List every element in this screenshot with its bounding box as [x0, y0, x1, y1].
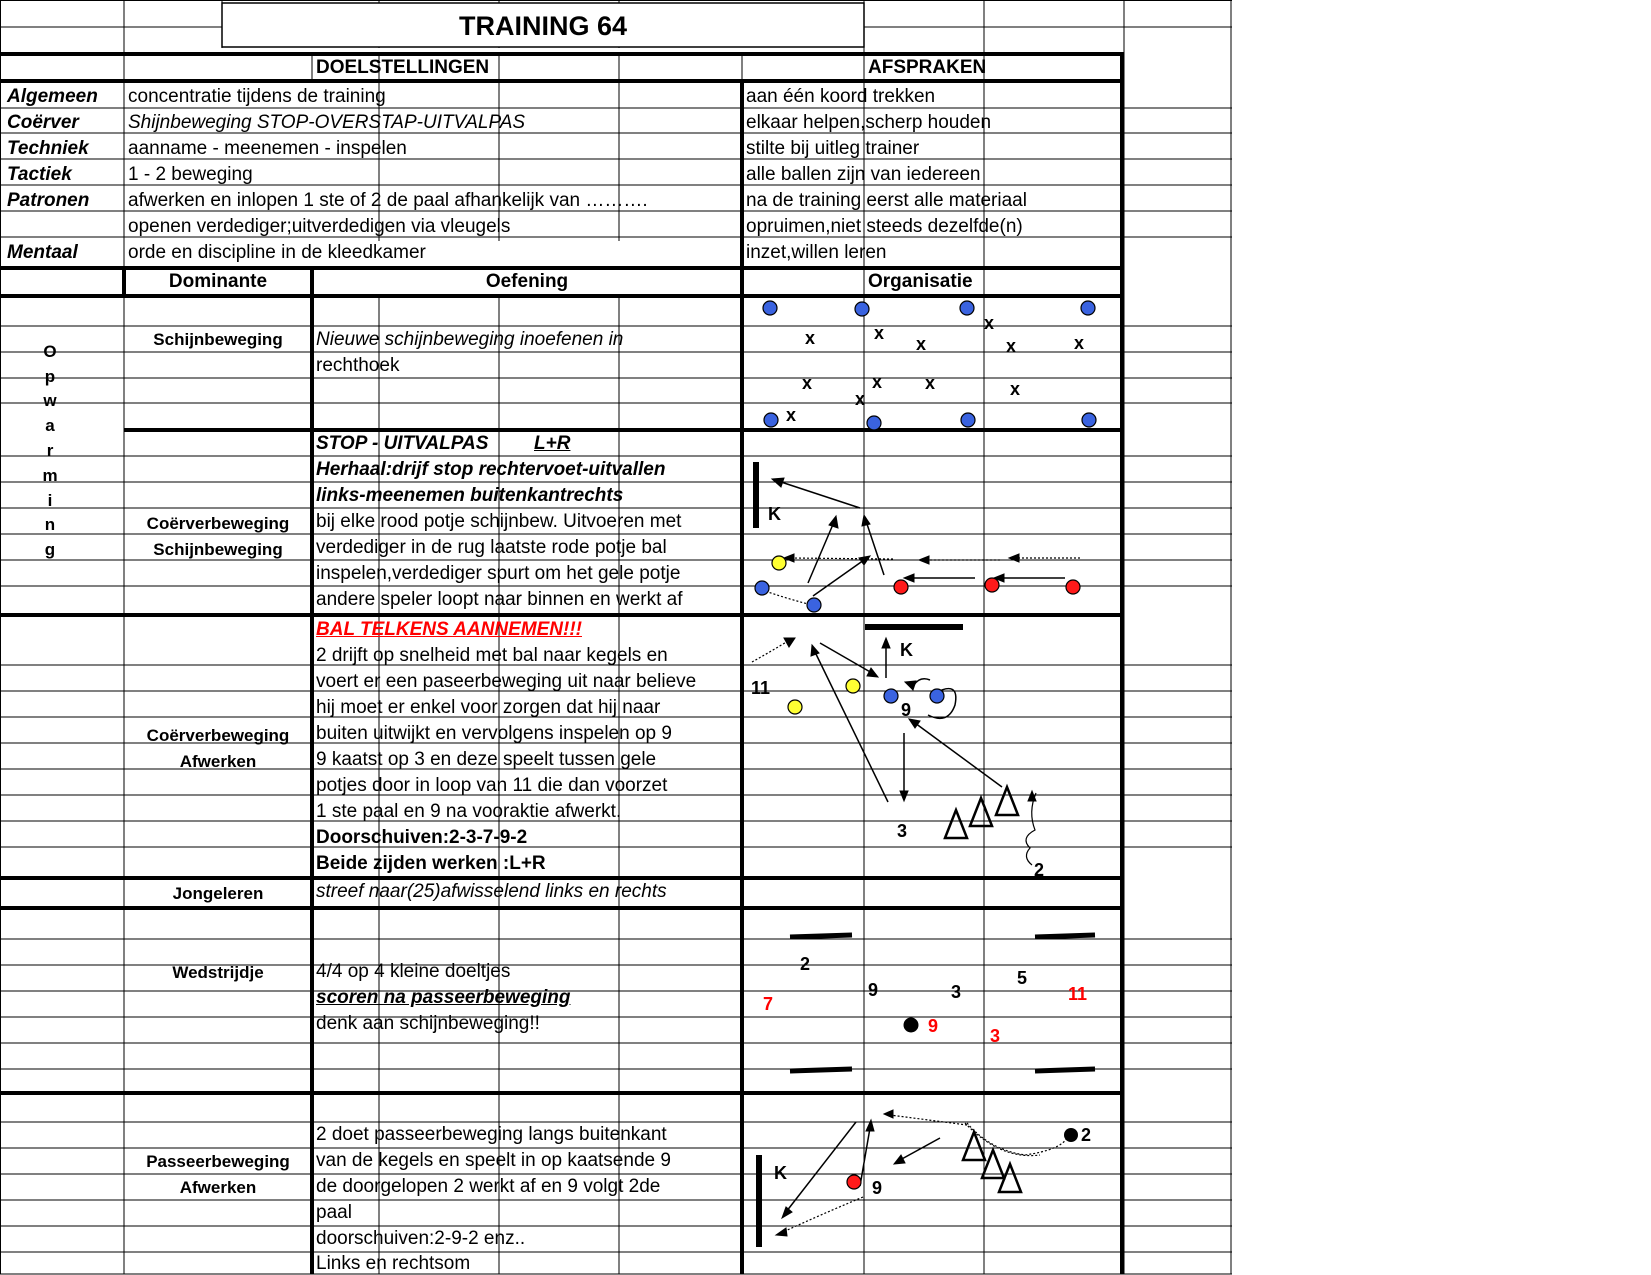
diagram-label-player: 3 — [951, 982, 962, 1002]
exercise-line: BAL TELKENS AANNEMEN!!! — [316, 619, 582, 640]
marker-x: x — [855, 389, 866, 409]
goal-text: orde en discipline in de kleedkamer — [128, 242, 426, 263]
exercise-line: inspelen,verdediger spurt om het gele potje — [316, 563, 681, 584]
goal-label: Algemeen — [7, 86, 98, 107]
diagram-label-opponent: 7 — [763, 994, 774, 1014]
afspraak-text: aan één koord trekken — [746, 86, 936, 107]
cone-marker — [960, 301, 974, 315]
goal-label: Mentaal — [7, 242, 78, 263]
exercise-line: bij elke rood potje schijnbew. Uitvoeren met — [316, 511, 682, 532]
header-oefening: Oefening — [485, 271, 569, 292]
warmup-letter: a — [45, 416, 55, 435]
exercise-line: 9 kaatst op 3 en deze speelt tussen gele — [316, 749, 657, 770]
diagram-label-opponent: 11 — [1068, 984, 1088, 1004]
header-doelstellingen: DOELSTELLINGEN — [316, 57, 490, 78]
cone-marker — [764, 413, 778, 427]
dominante-label: Passeerbeweging — [146, 1152, 290, 1171]
exercise-line: buiten uitwijkt en vervolgens inspelen op 9 — [316, 723, 672, 744]
goal-text: openen verdediger;uitverdedigen via vleugels — [128, 216, 511, 237]
exercise-line: voert er een paseerbeweging uit naar believe — [316, 671, 697, 692]
exercise-line: denk aan schijnbeweging!! — [316, 1013, 540, 1034]
goal-text: concentratie tijdens de training — [128, 86, 386, 107]
marker-x: x — [1010, 379, 1021, 399]
diagram-wedstrijdje — [790, 935, 1095, 1071]
marker-x: x — [925, 373, 936, 393]
dominante-label: Schijnbeweging — [153, 540, 283, 559]
dominante-label: Afwerken — [179, 1178, 257, 1197]
warmup-letter: m — [42, 466, 58, 485]
goal-label: Patronen — [7, 190, 90, 211]
marker-x: x — [916, 334, 927, 354]
diagram-label-opponent: 9 — [928, 1016, 939, 1036]
cone-marker — [1081, 301, 1095, 315]
diagram-label-player: 5 — [1017, 968, 1028, 988]
warmup-letter: n — [44, 515, 56, 534]
diagram-label-player: 2 — [800, 954, 811, 974]
goal-label: Coërver — [7, 112, 79, 133]
exercise-line: Herhaal:drijf stop rechtervoet-uitvallen — [316, 459, 666, 480]
cone-marker — [763, 301, 777, 315]
goal-text: Shijnbeweging STOP-OVERSTAP-UITVALPAS — [128, 112, 526, 133]
dominante-label: Coërverbeweging — [146, 514, 290, 533]
afspraak-text: alle ballen zijn van iedereen — [746, 164, 981, 185]
exercise-line: Beide zijden werken :L+R — [316, 853, 546, 874]
marker-x: x — [872, 372, 883, 392]
goal-label: Tactiek — [7, 164, 72, 185]
goal-text: aanname - meenemen - inspelen — [128, 138, 407, 159]
marker-x: x — [874, 323, 885, 343]
diagram-label-player: 9 — [868, 980, 879, 1000]
afspraak-text: elkaar helpen,scherp houden — [746, 112, 992, 133]
exercise-line: paal — [316, 1202, 352, 1223]
warmup-letter: i — [47, 491, 53, 510]
exercise-line: STOP - UITVALPAS — [316, 433, 489, 454]
exercise-line: Links en rechtsom — [316, 1253, 471, 1274]
diagram-label-player: 3 — [897, 821, 908, 841]
diagram-label-player: 2 — [1081, 1125, 1092, 1145]
exercise-line: verdediger in de rug laatste rode potje bal — [316, 537, 667, 558]
marker-x: x — [805, 328, 816, 348]
warmup-letter: p — [44, 367, 56, 386]
header-afspraken: AFSPRAKEN — [868, 57, 987, 78]
exercise-line: hij moet er enkel voor zorgen dat hij naar — [316, 697, 661, 718]
dominante-label: Jongeleren — [172, 884, 264, 903]
diagram-label-player: 9 — [872, 1178, 883, 1198]
afspraak-text: opruimen,niet steeds dezelfde(n) — [746, 216, 1023, 237]
exercise-line: links-meenemen buitenkantrechts — [316, 485, 624, 506]
cone-marker — [867, 416, 881, 430]
goal-text: afwerken en inlopen 1 ste of 2 de paal afhankelijk van ………. — [128, 190, 648, 211]
cone-marker — [961, 413, 975, 427]
diagram-label-player: 9 — [901, 700, 912, 720]
cone-marker — [1082, 413, 1096, 427]
page-title: TRAINING 64 — [458, 11, 628, 41]
diagram-label-keeper: K — [774, 1163, 787, 1183]
diagram-label-player: 11 — [751, 678, 771, 698]
exercise-line: Doorschuiven:2-3-7-9-2 — [316, 827, 528, 848]
exercise-line: 2 doet passeerbeweging langs buitenkant — [316, 1124, 667, 1145]
cone-marker — [855, 302, 869, 316]
exercise-line: 2 drijft op snelheid met bal naar kegels en — [316, 645, 668, 666]
exercise-line: rechthoek — [316, 355, 400, 376]
marker-x: x — [1074, 333, 1085, 353]
exercise-line: andere speler loopt naar binnen en werkt af — [316, 589, 683, 610]
dominante-label: Coërverbeweging — [146, 726, 290, 745]
header-organisatie: Organisatie — [868, 271, 973, 292]
exercise-line: scoren na passeerbeweging — [316, 987, 571, 1008]
marker-x: x — [802, 373, 813, 393]
dominante-label: Wedstrijdje — [172, 963, 264, 982]
afspraak-text: stilte bij uitleg trainer — [746, 138, 920, 159]
diagram-label-player: 2 — [1034, 860, 1045, 880]
exercise-line: van de kegels en speelt in op kaatsende 9 — [316, 1150, 671, 1171]
marker-x: x — [984, 313, 995, 333]
diagram-stop-uitvalpas — [755, 462, 1080, 612]
diagram-afwerken — [752, 627, 1036, 865]
exercise-line: doorschuiven:2-9-2 enz.. — [316, 1228, 526, 1249]
dominante-label: Schijnbeweging — [153, 330, 283, 349]
exercise-line: streef naar(25)afwisselend links en rechts — [316, 881, 667, 902]
marker-x: x — [1006, 336, 1017, 356]
goal-label: Techniek — [7, 138, 89, 159]
warmup-letter: O — [43, 342, 57, 361]
goal-text: 1 - 2 beweging — [128, 164, 253, 185]
exercise-line: de doorgelopen 2 werkt af en 9 volgt 2de — [316, 1176, 661, 1197]
dominante-label: Afwerken — [179, 752, 257, 771]
header-dominante: Dominante — [168, 271, 268, 292]
diagram-label-opponent: 3 — [990, 1026, 1001, 1046]
warmup-letter: w — [43, 391, 57, 410]
diagram-rechthoek — [763, 301, 1096, 430]
exercise-line: Nieuwe schijnbeweging inoefenen in — [316, 329, 624, 350]
marker-x: x — [786, 405, 797, 425]
diagram-label-keeper: K — [768, 504, 781, 524]
exercise-line: potjes door in loop van 11 die dan voorzet — [316, 775, 668, 796]
exercise-line: L+R — [534, 433, 571, 454]
afspraak-text: na de training eerst alle materiaal — [746, 190, 1027, 211]
warmup-letter: g — [44, 540, 56, 559]
afspraak-text: inzet,willen leren — [746, 242, 887, 263]
warmup-letter: r — [46, 441, 54, 460]
diagram-label-keeper: K — [900, 640, 913, 660]
exercise-line: 1 ste paal en 9 na vooraktie afwerkt. — [316, 801, 622, 822]
exercise-line: 4/4 op 4 kleine doeltjes — [316, 961, 511, 982]
